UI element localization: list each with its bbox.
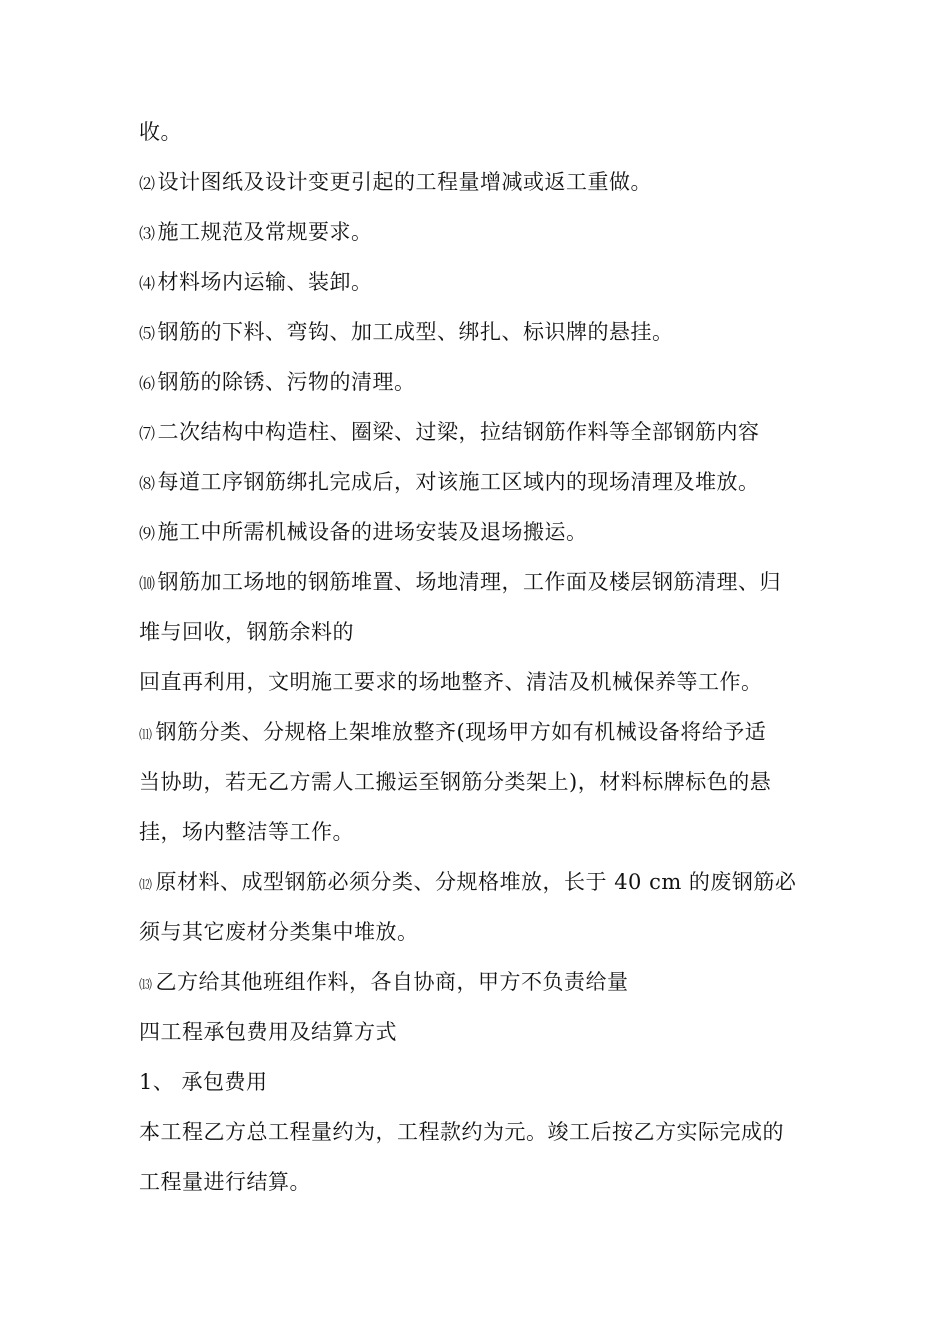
paragraph-line-2	[139, 1157, 839, 1207]
item-number: ⒀	[139, 978, 153, 993]
item-text: 钢筋分类、分规格上架堆放整齐(现场甲方如有机械设备将给予适	[155, 720, 767, 744]
item-text: 原材料、成型钢筋必须分类、分规格堆放，长于 40 cm 的废钢筋必	[155, 870, 797, 894]
item-text: 施工规范及常规要求。	[157, 220, 373, 244]
item-text: 钢筋的除锈、污物的清理。	[157, 370, 416, 394]
section-heading	[139, 1007, 839, 1057]
list-item-7	[139, 407, 839, 457]
item-text: 乙方给其他班组作料，各自协商，甲方不负责给量	[155, 970, 629, 994]
list-item-11	[139, 707, 839, 757]
item-number: ⑽	[139, 574, 156, 593]
item-text: 二次结构中构造柱、圈梁、过梁，拉结钢筋作料等全部钢筋内容	[157, 420, 760, 444]
list-item-10-continued-2	[139, 657, 839, 707]
heading-text: 四工程承包费用及结算方式	[139, 1020, 397, 1044]
list-item-12-continued	[139, 907, 839, 957]
subsection-heading	[139, 1057, 839, 1107]
item-text: 每道工序钢筋绑扎完成后，对该施工区域内的现场清理及堆放。	[157, 470, 760, 494]
heading-text: 1、 承包费用	[139, 1070, 268, 1094]
item-number: ⑹	[139, 374, 156, 393]
line-text: 收。	[139, 120, 182, 144]
text-line-1	[139, 107, 839, 157]
item-text: 材料场内运输、装卸。	[157, 270, 373, 294]
item-text: 当协助，若无乙方需人工搬运至钢筋分类架上)，材料标牌标色的悬	[139, 770, 772, 794]
item-number: ⑻	[139, 474, 156, 493]
item-text: 设计图纸及设计变更引起的工程量增减或返工重做。	[157, 170, 653, 194]
item-number: ⑶	[139, 224, 156, 243]
item-text: 回直再利用，文明施工要求的场地整齐、清洁及机械保养等工作。	[139, 670, 763, 694]
item-text: 挂，场内整洁等工作。	[139, 820, 354, 844]
paragraph-text: 本工程乙方总工程量约为，工程款约为元。竣工后按乙方实际完成的	[139, 1120, 784, 1144]
list-item-2	[139, 157, 839, 207]
item-number: ⑾	[139, 728, 153, 743]
paragraph-line-1	[139, 1107, 839, 1157]
item-text: 堆与回收，钢筋余料的	[139, 620, 354, 644]
list-item-10	[139, 557, 839, 607]
list-item-9	[139, 507, 839, 557]
item-number: ⑺	[139, 424, 156, 443]
list-item-4	[139, 257, 839, 307]
list-item-10-continued	[139, 607, 839, 657]
document-page	[139, 107, 839, 1207]
list-item-6	[139, 357, 839, 407]
item-number: ⑸	[139, 324, 156, 343]
item-text: 钢筋的下料、弯钩、加工成型、绑扎、标识牌的悬挂。	[157, 320, 674, 344]
list-item-11-continued-2	[139, 807, 839, 857]
item-number: ⑼	[139, 524, 156, 543]
item-number: ⑷	[139, 274, 156, 293]
item-text: 钢筋加工场地的钢筋堆置、场地清理，工作面及楼层钢筋清理、归	[157, 570, 782, 594]
item-text: 须与其它废材分类集中堆放。	[139, 920, 419, 944]
list-item-11-continued	[139, 757, 839, 807]
paragraph-text: 工程量进行结算。	[139, 1170, 311, 1194]
list-item-5	[139, 307, 839, 357]
list-item-8	[139, 457, 839, 507]
item-number: ⑿	[139, 878, 153, 893]
list-item-13	[139, 957, 839, 1007]
item-text: 施工中所需机械设备的进场安装及退场搬运。	[157, 520, 588, 544]
item-number: ⑵	[139, 174, 156, 193]
list-item-3	[139, 207, 839, 257]
list-item-12	[139, 857, 839, 907]
